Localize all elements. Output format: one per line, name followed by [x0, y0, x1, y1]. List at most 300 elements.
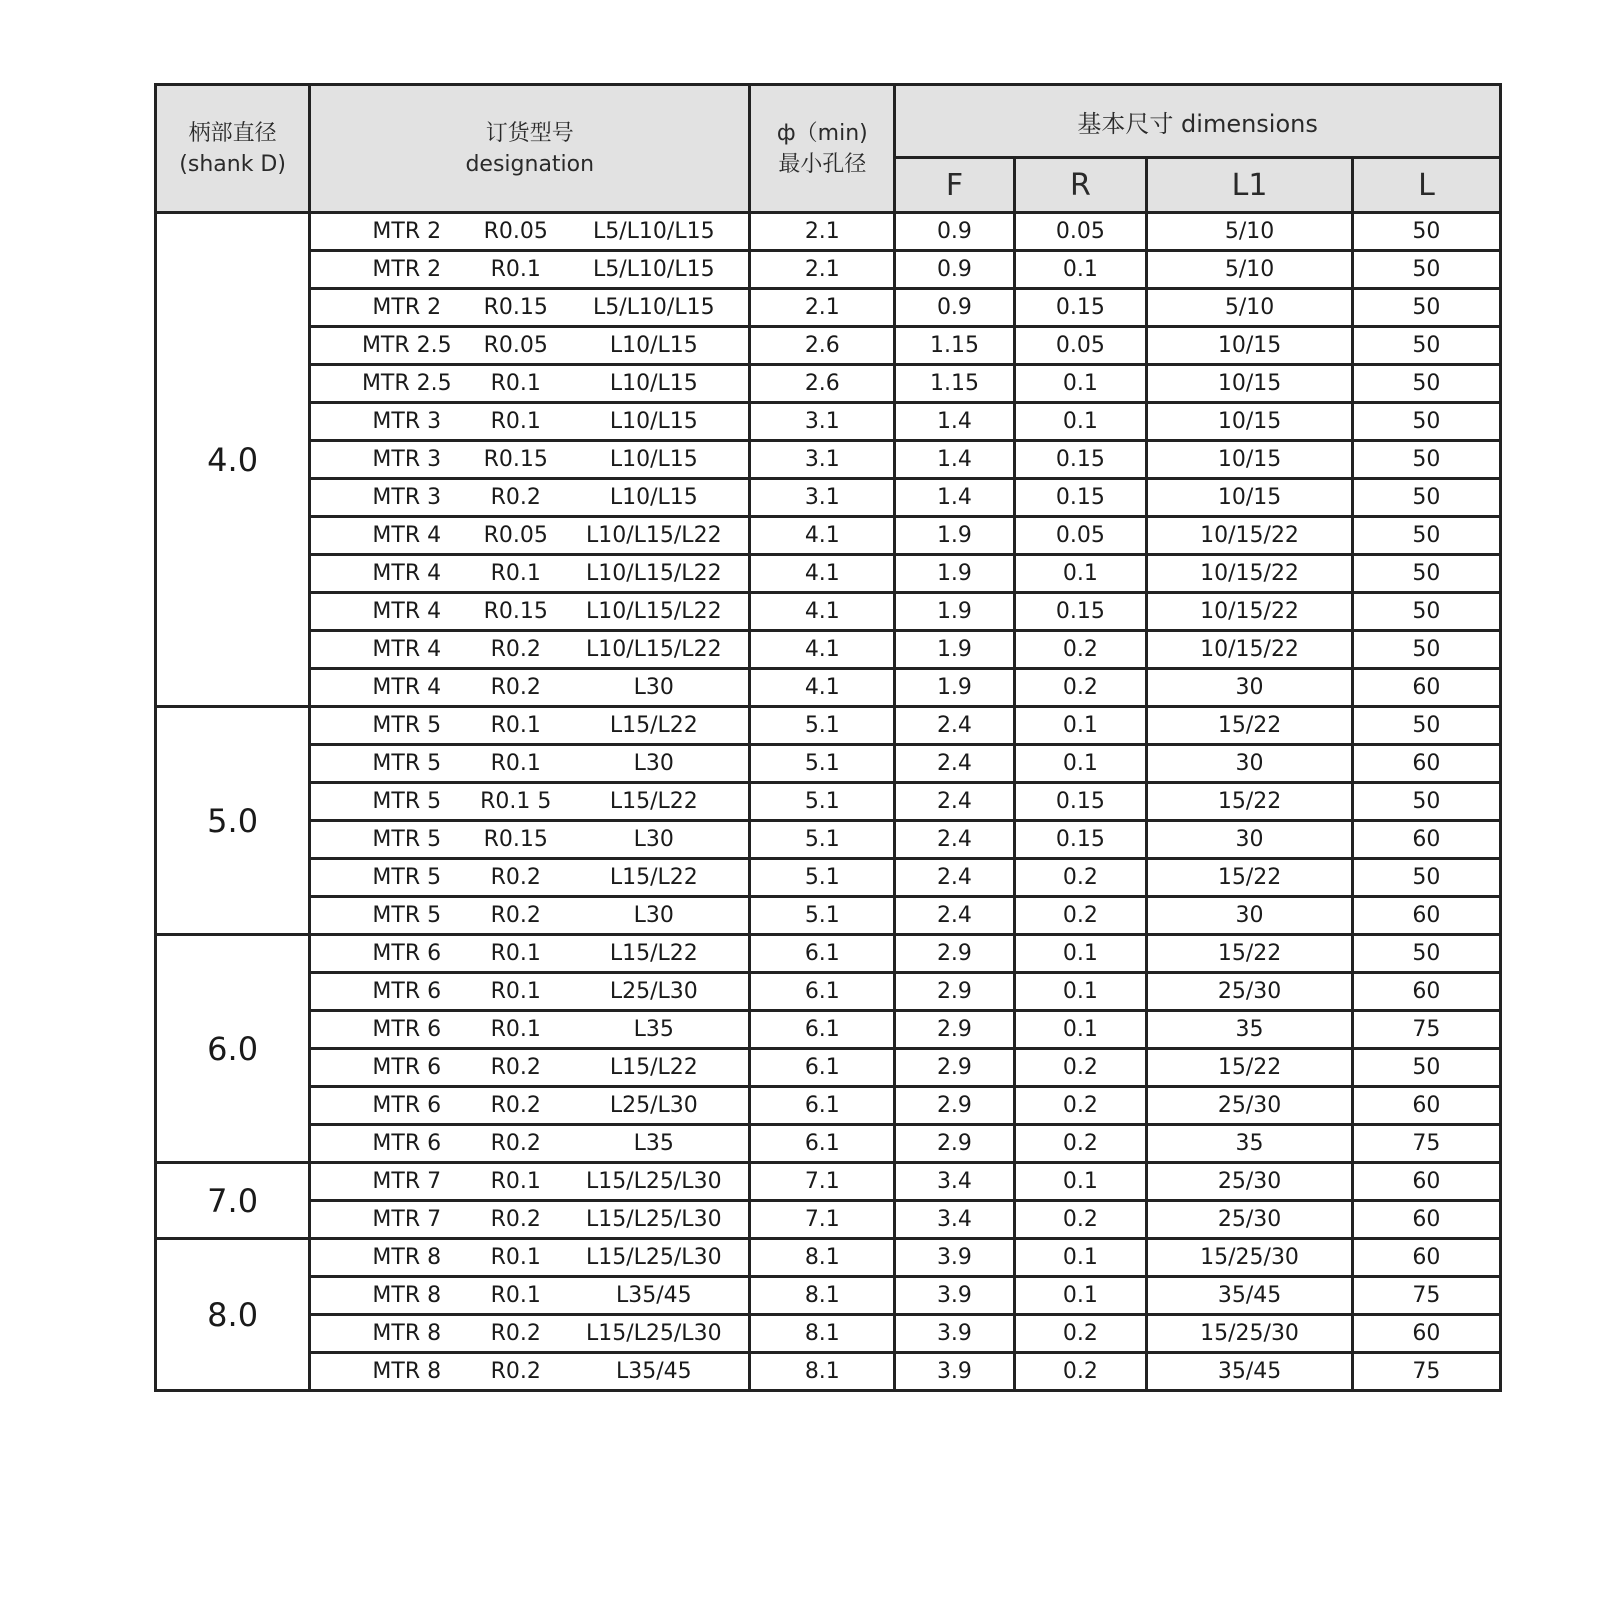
r-cell: 0.1 — [1014, 935, 1147, 973]
designation-cell — [310, 593, 750, 631]
table-row — [156, 1125, 1501, 1163]
designation-cell — [310, 783, 750, 821]
designation-cell — [310, 1353, 750, 1391]
header-min-hole — [750, 85, 895, 213]
l1-cell: 10/15 — [1147, 327, 1353, 365]
radius-code: R0.15 — [483, 599, 548, 624]
length-options: L10/L15 — [609, 485, 698, 510]
r-cell: 0.1 — [1014, 403, 1147, 441]
r-cell: 0.2 — [1014, 1125, 1147, 1163]
designation-cell — [310, 1011, 750, 1049]
length-options: L15/L22 — [609, 941, 698, 966]
model-code: MTR 2 — [372, 257, 442, 282]
r-cell: 0.2 — [1014, 669, 1147, 707]
r-cell: 0.05 — [1014, 327, 1147, 365]
table-row — [156, 593, 1501, 631]
model-code: MTR 5 — [372, 789, 442, 814]
r-cell: 0.2 — [1014, 1315, 1147, 1353]
length-options: L10/L15 — [609, 371, 698, 396]
model-code: MTR 7 — [372, 1207, 442, 1232]
min-hole-cell: 5.1 — [750, 783, 895, 821]
radius-code: R0.1 — [490, 371, 541, 396]
model-code: MTR 2 — [372, 295, 442, 320]
l-cell: 50 — [1352, 593, 1500, 631]
l-cell: 50 — [1352, 251, 1500, 289]
l1-cell: 15/22 — [1147, 859, 1353, 897]
model-code: MTR 5 — [372, 827, 442, 852]
table-row — [156, 517, 1501, 555]
min-hole-cell: 2.1 — [750, 213, 895, 251]
f-cell: 2.4 — [895, 745, 1014, 783]
f-cell: 2.9 — [895, 935, 1014, 973]
model-code: MTR 6 — [372, 1093, 442, 1118]
l1-cell: 10/15 — [1147, 365, 1353, 403]
radius-code: R0.1 — [490, 409, 541, 434]
model-code: MTR 3 — [372, 409, 442, 434]
min-hole-cell: 6.1 — [750, 1125, 895, 1163]
designation-cell — [310, 365, 750, 403]
f-cell: 1.9 — [895, 669, 1014, 707]
length-options: L15/L25/L30 — [585, 1321, 722, 1346]
designation-cell — [310, 517, 750, 555]
header-designation-en: designation — [465, 151, 595, 177]
header-dimensions: 基本尺寸 dimensions — [895, 85, 1501, 158]
min-hole-cell: 5.1 — [750, 821, 895, 859]
model-code: MTR 4 — [372, 637, 442, 662]
table-row — [156, 1239, 1501, 1277]
radius-code: R0.2 — [490, 1207, 541, 1232]
radius-code: R0.15 — [483, 295, 548, 320]
table-row — [156, 479, 1501, 517]
model-code: MTR 8 — [372, 1359, 442, 1384]
length-options: L10/L15 — [609, 333, 698, 358]
header-l: L — [1352, 158, 1500, 213]
l1-cell: 15/25/30 — [1147, 1315, 1353, 1353]
model-code: MTR 6 — [372, 1017, 442, 1042]
r-cell: 0.1 — [1014, 555, 1147, 593]
length-options: L5/L10/L15 — [592, 295, 715, 320]
min-hole-cell: 3.1 — [750, 479, 895, 517]
model-code: MTR 4 — [372, 599, 442, 624]
r-cell: 0.15 — [1014, 783, 1147, 821]
min-hole-cell: 4.1 — [750, 631, 895, 669]
l1-cell: 15/22 — [1147, 1049, 1353, 1087]
model-code: MTR 4 — [372, 561, 442, 586]
radius-code: R0.05 — [483, 333, 548, 358]
r-cell: 0.1 — [1014, 745, 1147, 783]
table-row — [156, 1011, 1501, 1049]
table-row — [156, 859, 1501, 897]
model-code: MTR 6 — [372, 979, 442, 1004]
l-cell: 60 — [1352, 897, 1500, 935]
min-hole-cell: 8.1 — [750, 1239, 895, 1277]
l1-cell: 10/15 — [1147, 479, 1353, 517]
length-options: L10/L15/L22 — [585, 599, 722, 624]
l-cell: 50 — [1352, 403, 1500, 441]
header-designation-zh: 订货型号 — [485, 120, 574, 146]
model-code: MTR 5 — [372, 713, 442, 738]
shank-diameter-cell: 6.0 — [156, 935, 310, 1163]
designation-cell — [310, 859, 750, 897]
header-r: R — [1014, 158, 1147, 213]
min-hole-cell: 5.1 — [750, 745, 895, 783]
min-hole-cell: 2.1 — [750, 289, 895, 327]
radius-code: R0.2 — [490, 675, 541, 700]
f-cell: 2.4 — [895, 707, 1014, 745]
f-cell: 2.9 — [895, 1125, 1014, 1163]
table-row — [156, 631, 1501, 669]
length-options: L15/L25/L30 — [585, 1169, 722, 1194]
radius-code: R0.15 — [483, 447, 548, 472]
r-cell: 0.2 — [1014, 1049, 1147, 1087]
l-cell: 50 — [1352, 555, 1500, 593]
table-row — [156, 783, 1501, 821]
l-cell: 60 — [1352, 1239, 1500, 1277]
l1-cell: 10/15 — [1147, 403, 1353, 441]
radius-code: R0.1 — [490, 751, 541, 776]
l-cell: 50 — [1352, 441, 1500, 479]
r-cell: 0.2 — [1014, 1201, 1147, 1239]
r-cell: 0.2 — [1014, 897, 1147, 935]
min-hole-cell: 7.1 — [750, 1201, 895, 1239]
table-row — [156, 897, 1501, 935]
model-code: MTR 5 — [372, 865, 442, 890]
f-cell: 2.9 — [895, 973, 1014, 1011]
f-cell: 2.9 — [895, 1049, 1014, 1087]
header-shank — [156, 85, 310, 213]
shank-diameter-cell: 4.0 — [156, 213, 310, 707]
f-cell: 1.15 — [895, 327, 1014, 365]
r-cell: 0.1 — [1014, 251, 1147, 289]
table-row — [156, 289, 1501, 327]
f-cell: 1.9 — [895, 555, 1014, 593]
radius-code: R0.1 — [490, 713, 541, 738]
table-row — [156, 973, 1501, 1011]
model-code: MTR 6 — [372, 941, 442, 966]
l1-cell: 35 — [1147, 1011, 1353, 1049]
l-cell: 50 — [1352, 1049, 1500, 1087]
radius-code: R0.1 — [490, 1283, 541, 1308]
designation-cell — [310, 213, 750, 251]
header-phi-label: ф（min) — [776, 120, 868, 146]
l-cell: 60 — [1352, 821, 1500, 859]
radius-code: R0.05 — [483, 219, 548, 244]
model-code: MTR 8 — [372, 1283, 442, 1308]
spec-table — [154, 83, 1502, 1392]
f-cell: 1.4 — [895, 441, 1014, 479]
l1-cell: 5/10 — [1147, 251, 1353, 289]
l-cell: 50 — [1352, 707, 1500, 745]
l-cell: 50 — [1352, 479, 1500, 517]
f-cell: 2.9 — [895, 1087, 1014, 1125]
min-hole-cell: 2.6 — [750, 365, 895, 403]
r-cell: 0.15 — [1014, 441, 1147, 479]
model-code: MTR 2 — [372, 219, 442, 244]
table-row — [156, 1315, 1501, 1353]
shank-diameter-cell: 7.0 — [156, 1163, 310, 1239]
l1-cell: 25/30 — [1147, 1087, 1353, 1125]
designation-cell — [310, 289, 750, 327]
radius-code: R0.2 — [490, 865, 541, 890]
min-hole-cell: 5.1 — [750, 897, 895, 935]
designation-cell — [310, 821, 750, 859]
f-cell: 2.4 — [895, 859, 1014, 897]
f-cell: 1.15 — [895, 365, 1014, 403]
length-options: L5/L10/L15 — [592, 219, 715, 244]
r-cell: 0.1 — [1014, 1277, 1147, 1315]
model-code: MTR 4 — [372, 523, 442, 548]
table-row — [156, 669, 1501, 707]
table-row — [156, 441, 1501, 479]
f-cell: 3.9 — [895, 1239, 1014, 1277]
f-cell: 0.9 — [895, 213, 1014, 251]
designation-cell — [310, 745, 750, 783]
r-cell: 0.15 — [1014, 821, 1147, 859]
f-cell: 3.9 — [895, 1315, 1014, 1353]
radius-code: R0.1 — [490, 561, 541, 586]
l1-cell: 15/25/30 — [1147, 1239, 1353, 1277]
l1-cell: 5/10 — [1147, 289, 1353, 327]
l1-cell: 25/30 — [1147, 1201, 1353, 1239]
f-cell: 1.9 — [895, 517, 1014, 555]
f-cell: 1.9 — [895, 631, 1014, 669]
table-row — [156, 1049, 1501, 1087]
r-cell: 0.15 — [1014, 289, 1147, 327]
min-hole-cell: 6.1 — [750, 935, 895, 973]
model-code: MTR 6 — [372, 1055, 442, 1080]
header-shank-en: (shank D) — [179, 151, 286, 177]
radius-code: R0.15 — [483, 827, 548, 852]
r-cell: 0.1 — [1014, 1239, 1147, 1277]
table-row — [156, 213, 1501, 251]
length-options: L35/45 — [615, 1283, 692, 1308]
table-row — [156, 555, 1501, 593]
designation-cell — [310, 327, 750, 365]
designation-cell — [310, 631, 750, 669]
r-cell: 0.15 — [1014, 593, 1147, 631]
r-cell: 0.1 — [1014, 1163, 1147, 1201]
designation-cell — [310, 1049, 750, 1087]
length-options: L30 — [633, 903, 674, 928]
length-options: L5/L10/L15 — [592, 257, 715, 282]
table-row — [156, 707, 1501, 745]
l1-cell: 25/30 — [1147, 1163, 1353, 1201]
table-row — [156, 1277, 1501, 1315]
l1-cell: 15/22 — [1147, 707, 1353, 745]
radius-code: R0.2 — [490, 1093, 541, 1118]
f-cell: 2.9 — [895, 1011, 1014, 1049]
header-phi-zh: 最小孔径 — [778, 151, 867, 177]
table-row — [156, 821, 1501, 859]
header-f: F — [895, 158, 1014, 213]
l1-cell: 10/15/22 — [1147, 517, 1353, 555]
table-row — [156, 403, 1501, 441]
l-cell: 50 — [1352, 365, 1500, 403]
shank-diameter-cell: 5.0 — [156, 707, 310, 935]
radius-code: R0.1 — [490, 1169, 541, 1194]
min-hole-cell: 6.1 — [750, 973, 895, 1011]
r-cell: 0.2 — [1014, 859, 1147, 897]
length-options: L35 — [633, 1131, 674, 1156]
l1-cell: 30 — [1147, 745, 1353, 783]
l-cell: 50 — [1352, 327, 1500, 365]
table-body — [156, 213, 1501, 1391]
l-cell: 50 — [1352, 289, 1500, 327]
min-hole-cell: 5.1 — [750, 707, 895, 745]
f-cell: 2.4 — [895, 897, 1014, 935]
length-options: L15/L22 — [609, 713, 698, 738]
min-hole-cell: 4.1 — [750, 555, 895, 593]
designation-cell — [310, 555, 750, 593]
length-options: L30 — [633, 827, 674, 852]
l1-cell: 30 — [1147, 821, 1353, 859]
length-options: L15/L22 — [609, 789, 698, 814]
model-code: MTR 5 — [372, 903, 442, 928]
table-header — [156, 85, 1501, 213]
radius-code: R0.2 — [490, 903, 541, 928]
model-code: MTR 8 — [372, 1245, 442, 1270]
designation-cell — [310, 669, 750, 707]
l1-cell: 15/22 — [1147, 935, 1353, 973]
l-cell: 50 — [1352, 783, 1500, 821]
l1-cell: 10/15/22 — [1147, 555, 1353, 593]
min-hole-cell: 8.1 — [750, 1277, 895, 1315]
f-cell: 3.9 — [895, 1277, 1014, 1315]
length-options: L10/L15 — [609, 447, 698, 472]
designation-cell — [310, 1201, 750, 1239]
r-cell: 0.05 — [1014, 213, 1147, 251]
table-row — [156, 745, 1501, 783]
designation-cell — [310, 251, 750, 289]
l1-cell: 35/45 — [1147, 1353, 1353, 1391]
l-cell: 50 — [1352, 213, 1500, 251]
designation-cell — [310, 441, 750, 479]
header-designation — [310, 85, 750, 213]
min-hole-cell: 6.1 — [750, 1011, 895, 1049]
l-cell: 50 — [1352, 631, 1500, 669]
designation-cell — [310, 1315, 750, 1353]
shank-diameter-cell: 8.0 — [156, 1239, 310, 1391]
length-options: L15/L22 — [609, 865, 698, 890]
designation-cell — [310, 1277, 750, 1315]
header-l1: L1 — [1147, 158, 1353, 213]
l-cell: 75 — [1352, 1353, 1500, 1391]
f-cell: 2.4 — [895, 821, 1014, 859]
length-options: L25/L30 — [609, 1093, 698, 1118]
table-row — [156, 365, 1501, 403]
model-code: MTR 3 — [372, 447, 442, 472]
l1-cell: 30 — [1147, 897, 1353, 935]
designation-cell — [310, 1087, 750, 1125]
radius-code: R0.1 — [490, 1017, 541, 1042]
model-code: MTR 7 — [372, 1169, 442, 1194]
designation-cell — [310, 479, 750, 517]
length-options: L35/45 — [615, 1359, 692, 1384]
table-row — [156, 1163, 1501, 1201]
r-cell: 0.1 — [1014, 707, 1147, 745]
f-cell: 3.9 — [895, 1353, 1014, 1391]
f-cell: 2.4 — [895, 783, 1014, 821]
radius-code: R0.2 — [490, 1359, 541, 1384]
l-cell: 60 — [1352, 745, 1500, 783]
length-options: L10/L15/L22 — [585, 637, 722, 662]
l-cell: 60 — [1352, 1315, 1500, 1353]
f-cell: 1.9 — [895, 593, 1014, 631]
radius-code: R0.1 — [490, 941, 541, 966]
designation-cell — [310, 1125, 750, 1163]
radius-code: R0.2 — [490, 1131, 541, 1156]
length-options: L25/L30 — [609, 979, 698, 1004]
r-cell: 0.1 — [1014, 973, 1147, 1011]
length-options: L10/L15 — [609, 409, 698, 434]
radius-code: R0.2 — [490, 1321, 541, 1346]
l-cell: 50 — [1352, 859, 1500, 897]
min-hole-cell: 7.1 — [750, 1163, 895, 1201]
designation-cell — [310, 707, 750, 745]
designation-cell — [310, 403, 750, 441]
r-cell: 0.2 — [1014, 1353, 1147, 1391]
designation-cell — [310, 935, 750, 973]
table-row — [156, 251, 1501, 289]
length-options: L15/L25/L30 — [585, 1207, 722, 1232]
f-cell: 3.4 — [895, 1201, 1014, 1239]
radius-code: R0.2 — [490, 485, 541, 510]
r-cell: 0.05 — [1014, 517, 1147, 555]
min-hole-cell: 4.1 — [750, 517, 895, 555]
model-code: MTR 5 — [372, 751, 442, 776]
f-cell: 0.9 — [895, 289, 1014, 327]
f-cell: 0.9 — [895, 251, 1014, 289]
length-options: L10/L15/L22 — [585, 523, 722, 548]
designation-cell — [310, 1163, 750, 1201]
l1-cell: 25/30 — [1147, 973, 1353, 1011]
l1-cell: 10/15 — [1147, 441, 1353, 479]
radius-code: R0.1 5 — [480, 789, 552, 814]
l-cell: 60 — [1352, 1201, 1500, 1239]
length-options: L10/L15/L22 — [585, 561, 722, 586]
min-hole-cell: 3.1 — [750, 441, 895, 479]
table-row — [156, 1353, 1501, 1391]
min-hole-cell: 4.1 — [750, 593, 895, 631]
min-hole-cell: 5.1 — [750, 859, 895, 897]
model-code: MTR 6 — [372, 1131, 442, 1156]
length-options: L35 — [633, 1017, 674, 1042]
l-cell: 75 — [1352, 1125, 1500, 1163]
model-code: MTR 2.5 — [361, 333, 452, 358]
l-cell: 50 — [1352, 935, 1500, 973]
radius-code: R0.05 — [483, 523, 548, 548]
designation-cell — [310, 897, 750, 935]
l-cell: 75 — [1352, 1277, 1500, 1315]
l-cell: 60 — [1352, 1087, 1500, 1125]
radius-code: R0.2 — [490, 1055, 541, 1080]
length-options: L30 — [633, 675, 674, 700]
min-hole-cell: 6.1 — [750, 1049, 895, 1087]
r-cell: 0.2 — [1014, 631, 1147, 669]
f-cell: 1.4 — [895, 479, 1014, 517]
min-hole-cell: 8.1 — [750, 1315, 895, 1353]
min-hole-cell: 3.1 — [750, 403, 895, 441]
l-cell: 60 — [1352, 1163, 1500, 1201]
r-cell: 0.2 — [1014, 1087, 1147, 1125]
l1-cell: 5/10 — [1147, 213, 1353, 251]
min-hole-cell: 6.1 — [750, 1087, 895, 1125]
designation-cell — [310, 973, 750, 1011]
l-cell: 50 — [1352, 517, 1500, 555]
radius-code: R0.2 — [490, 637, 541, 662]
radius-code: R0.1 — [490, 979, 541, 1004]
f-cell: 1.4 — [895, 403, 1014, 441]
